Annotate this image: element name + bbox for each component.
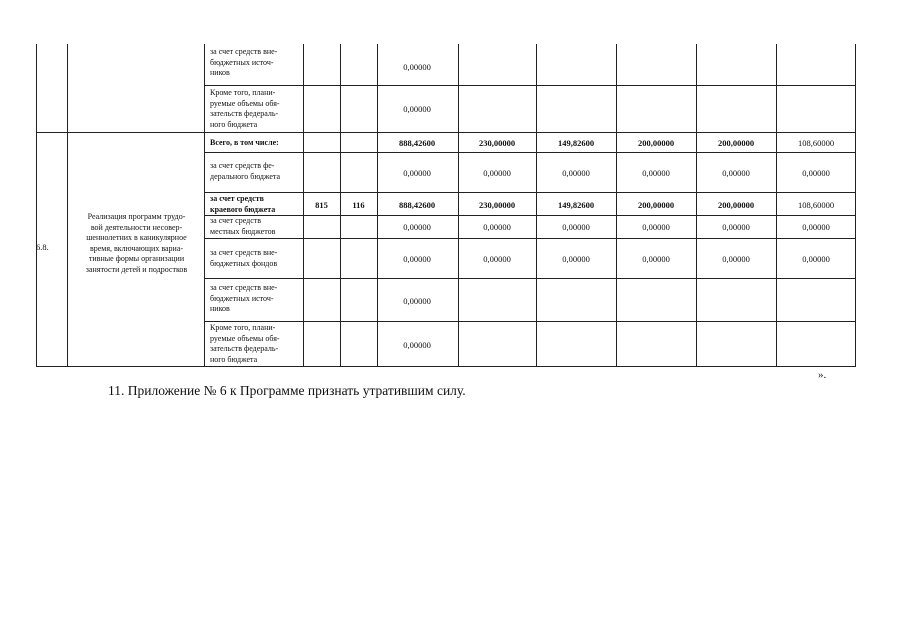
cell-value: 0,00000 (403, 168, 431, 178)
cell-value: 0,00000 (802, 168, 830, 178)
closing-quote: ». (818, 369, 827, 381)
cell-value: 0,00000 (642, 254, 670, 264)
cell-grbs: 815 (315, 200, 328, 210)
cell-source: за счет средств вне- бюджетных фондов (210, 248, 278, 268)
cell-value: 0,00000 (403, 254, 431, 264)
cell-value: 888,42600 (398, 200, 436, 210)
cell-source: за счет средств вне- бюджетных источ- ников (210, 283, 278, 313)
cell-value: 0,00000 (483, 254, 511, 264)
cell-value: 230,00000 (478, 200, 516, 210)
cell-value: 200,00000 (717, 138, 755, 148)
cell-source: за счет средств фе- дерального бюджета (210, 161, 281, 181)
cell-value: 0,00000 (403, 340, 431, 350)
cell-value: 0,00000 (403, 222, 431, 232)
cell-total: 0,00000 (403, 104, 431, 114)
paragraph-11: 11. Приложение № 6 к Программе признать утратившим силу. (108, 383, 466, 398)
cell-value: 200,00000 (717, 200, 755, 210)
cell-source: Кроме того, плани- руемые объемы обя- зательств федераль- ного бюджета (210, 88, 280, 129)
cell-source: Всего, в том числе: (210, 138, 279, 147)
cell-value: 200,00000 (637, 138, 675, 148)
cell-value: 0,00000 (483, 222, 511, 232)
cell-source: за счет средств местных бюджетов (210, 216, 276, 236)
cell-value: 0,00000 (722, 168, 750, 178)
cell-value: 888,42600 (398, 138, 436, 148)
cell-value: 200,00000 (637, 200, 675, 210)
cell-value: 149,82600 (557, 138, 595, 148)
cell-total: 0,00000 (403, 62, 431, 72)
cell-value: 0,00000 (802, 222, 830, 232)
cell-source: за счет средств краевого бюджета (210, 194, 276, 214)
cell-rz: 116 (352, 200, 365, 210)
cell-value: 0,00000 (802, 254, 830, 264)
item-description: Реализация программ трудо- вой деятельности несовер- шеннолетних в каникулярное время, включающих вариа- тивные формы организации занятости детей и подростков (85, 212, 188, 274)
cell-value: 149,82600 (557, 200, 595, 210)
cell-value: 108,60000 (797, 138, 835, 148)
cell-source: Кроме того, плани- руемые объемы обя- зательств федераль- ного бюджета (210, 323, 280, 364)
cell-value: 0,00000 (483, 168, 511, 178)
item-number: 6.8. (36, 242, 49, 252)
cell-value: 0,00000 (642, 168, 670, 178)
cell-value: 0,00000 (562, 254, 590, 264)
cell-value: 230,00000 (478, 138, 516, 148)
cell-source: за счет средств вне- бюджетных источ- ников (210, 47, 278, 77)
cell-value: 0,00000 (722, 254, 750, 264)
cell-value: 108,60000 (797, 200, 835, 210)
cell-value: 0,00000 (562, 222, 590, 232)
cell-value: 0,00000 (403, 296, 431, 306)
cell-value: 0,00000 (562, 168, 590, 178)
cell-value: 0,00000 (722, 222, 750, 232)
cell-value: 0,00000 (642, 222, 670, 232)
